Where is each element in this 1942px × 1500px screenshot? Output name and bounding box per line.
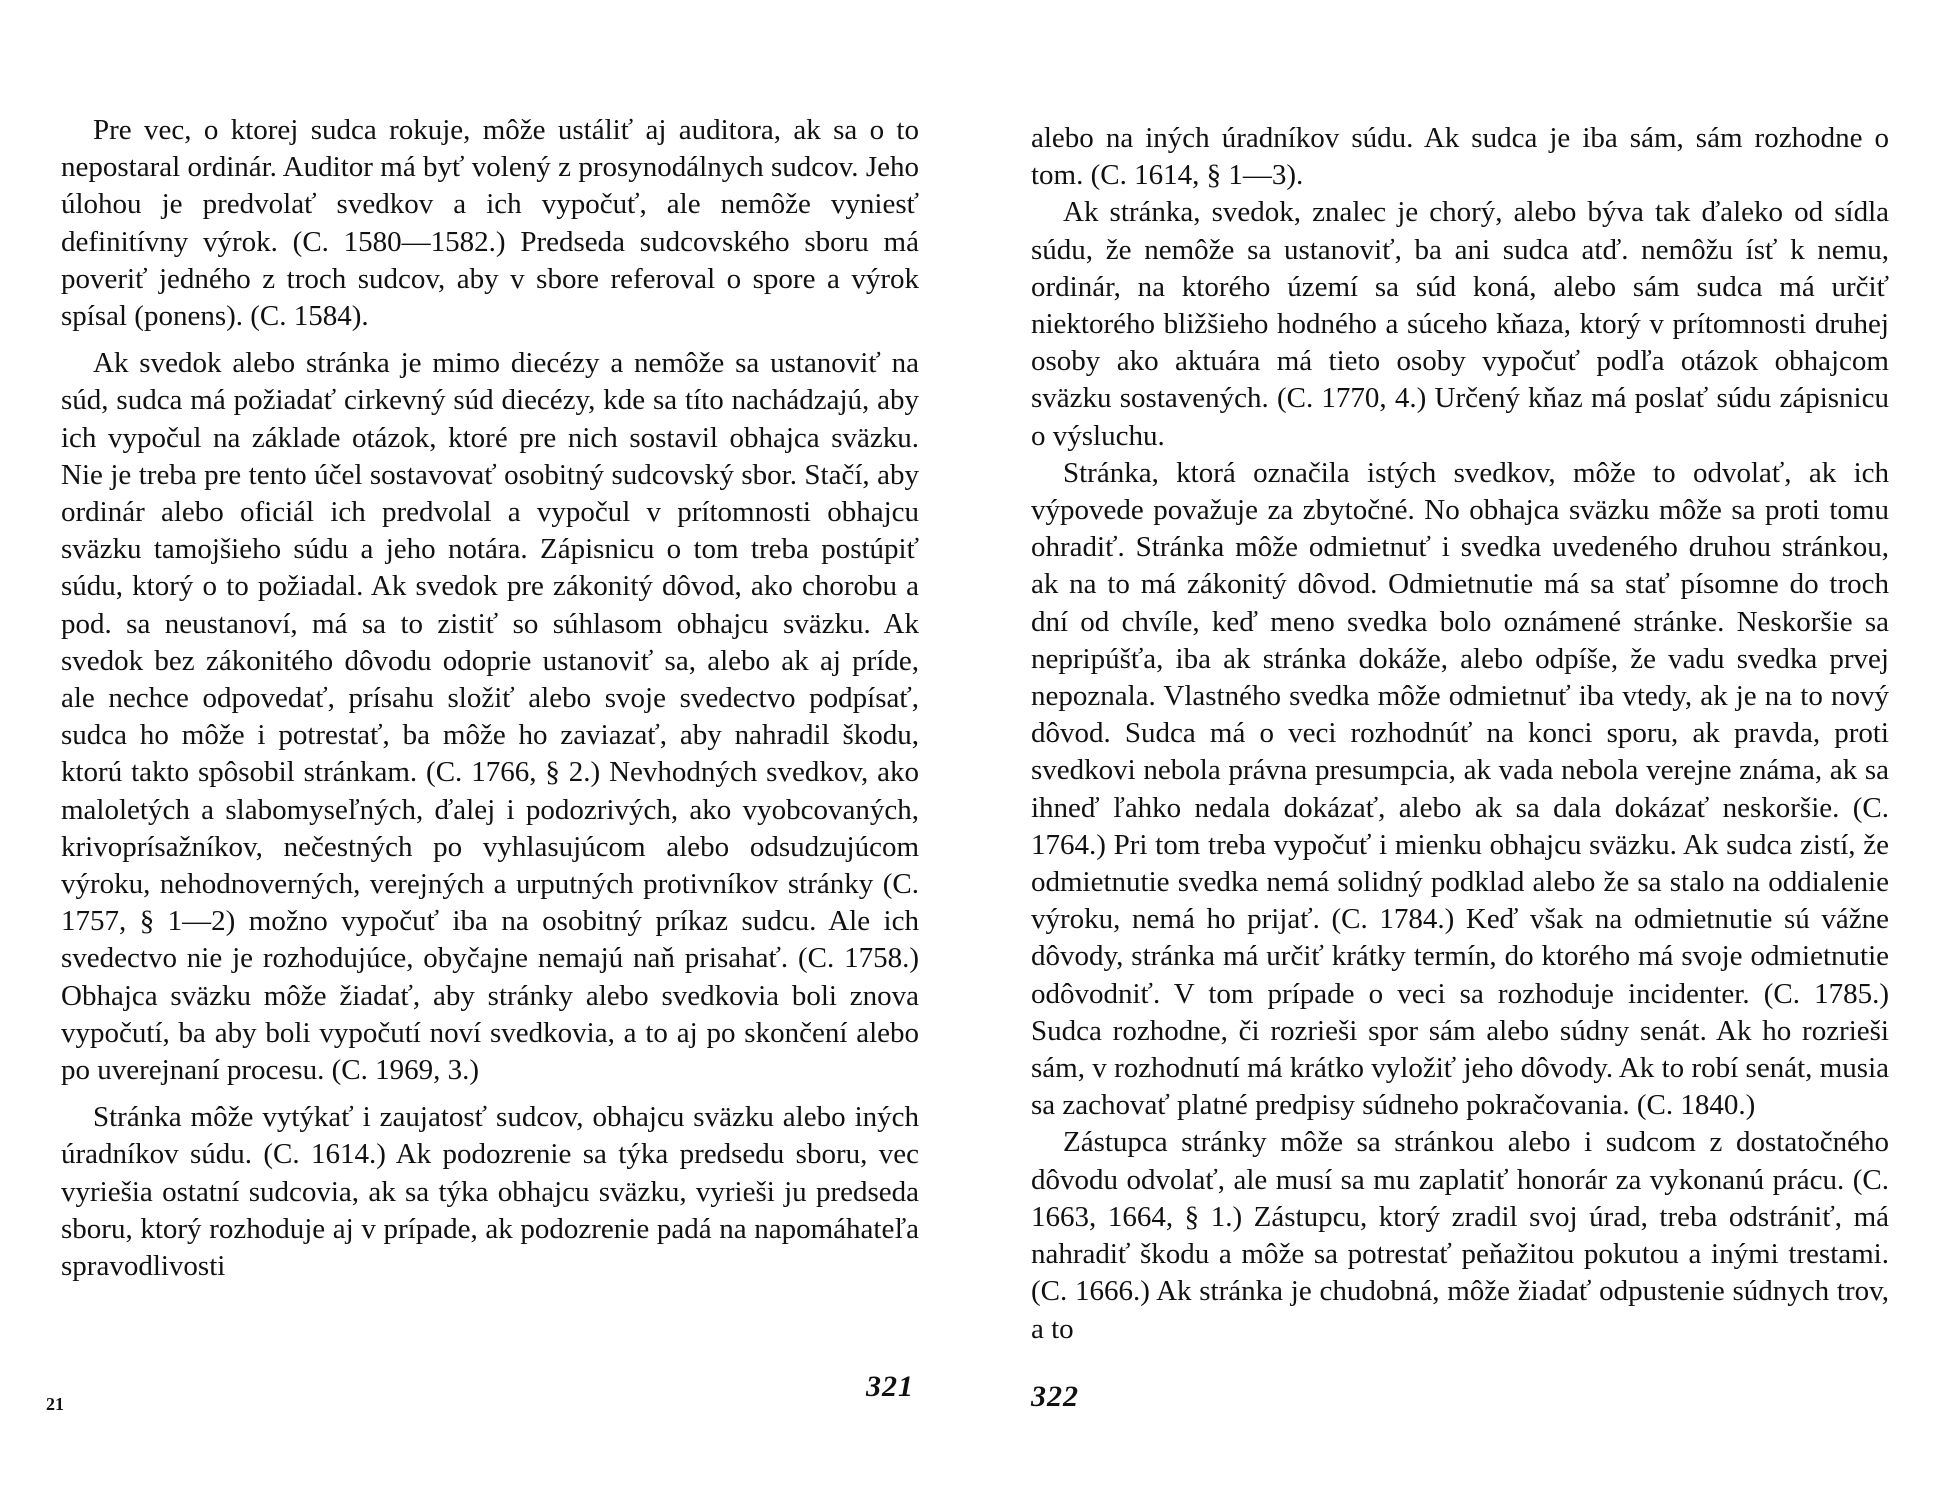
page-number: 321: [866, 1370, 914, 1403]
paragraph: Ak stránka, svedok, znalec je chorý, alebo býva tak ďaleko od sídla súdu, že nemôže sa ustanoviť, ba ani sudca atď. nemôžu ísť k nemu, ordinár, na ktorého území sa súd koná, alebo sám sudca má určiť niektorého bližšieho hodného a súceho kňaza, ktorý v prítomnosti druhej osoby ako aktuára má tieto osoby vypočuť podľa otázok obhajcom sväzku sostavených. (C. 1770, 4.) Určený kňaz má poslať súdu zápisnicu o výsluchu.: [1031, 196, 1889, 452]
page-number: 322: [1031, 1380, 1079, 1413]
right-page-text: [1031, 120, 1889, 1348]
paragraph: alebo na iných úradníkov súdu. Ak sudca je iba sám, sám rozhodne o tom. (C. 1614, § 1—3).: [1031, 122, 1889, 192]
paragraph: Stránka, ktorá označila istých svedkov, môže to odvolať, ak ich výpovede považuje za zbytočné. No obhajca sväzku môže sa proti tomu ohradiť. Stránka môže odmietnuť i svedka uvedeného druhou stránkou, ak na to má zákonitý dôvod. Odmietnutie má sa stať písomne do troch dní od chvíle, keď meno svedka bolo oznámené stránke. Neskoršie sa nepripúšťa, iba ak stránka dokáže, alebo odpíše, že vadu svedka prvej nepoznala. Vlastného svedka môže odmietnuť iba vtedy, ak je na to nový dôvod. Sudca má o veci rozhodnúť na konci sporu, ak pravda, proti svedkovi nebola právna presumpcia, ak vada nebola verejne známa, ak sa ihneď ľahko nedala dokázať, alebo ak sa dala dokázať neskoršie. (C. 1764.) Pri tom treba vypočuť i mienku obhajcu sväzku. Ak sudca zistí, že odmietnutie svedka nemá solidný podklad alebo že sa stalo na oddialenie výroku, nemá ho prijať. (C. 1784.) Keď však na odmietnutie sú vážne dôvody, stránka má určiť krátky termín, do ktorého má svoje odmietnutie odôvodniť. V tom prípade o veci sa rozhoduje incidenter. (C. 1785.) Sudca rozhodne, či rozrieši spor sám alebo súdny senát. Ak ho rozrieši sám, v rozhodnutí má krátko vyložiť jeho dôvody. Ak to robí senát, musia sa zachovať platné predpisy súdneho pokračovania. (C. 1840.): [1031, 456, 1889, 1122]
left-page-text: [61, 112, 919, 1285]
paragraph: Pre vec, o ktorej sudca rokuje, môže ustáliť aj auditora, ak sa o to nepostaral ordinár. Auditor má byť volený z prosynodálnych sudcov. Jeho úlohou je predvolať svedkov a ich vypočuť, ale nemôže vyniesť definitívny výrok. (C. 1580—1582.) Predseda sudcovského sboru má poveriť jedného z troch sudcov, aby v sbore referoval o spore a výrok spísal (ponens). (C. 1584).: [61, 114, 919, 333]
paragraph: Ak svedok alebo stránka je mimo diecézy a nemôže sa ustanoviť na súd, sudca má požiadať cirkevný súd diecézy, kde sa títo nachádzajú, aby ich vypočul na základe otázok, ktoré pre nich sostavil obhajca sväzku. Nie je treba pre tento účel sostavovať osobitný sudcovský sbor. Stačí, aby ordinár alebo oficiál ich predvolal a vypočul v prítomnosti obhajcu sväzku tamojšieho súdu a jeho notára. Zápisnicu o tom treba postúpiť súdu, ktorý o to požiadal. Ak svedok pre zákonitý dôvod, ako chorobu a pod. sa neustanoví, má sa to zistiť so súhlasom obhajcu sväzku. Ak svedok bez zákonitého dôvodu odoprie ustanoviť sa, alebo ak aj príde, ale nechce odpovedať, prísahu složiť alebo svoje svedectvo podpísať, sudca ho môže i potrestať, ba môže ho zaviazať, aby nahradil škodu, ktorú takto spôsobil stránkam. (C. 1766, § 2.) Nevhodných svedkov, ako maloletých a slabomyseľných, ďalej i podozrivých, ako vyobcovaných, krivoprísažníkov, nečestných po vyhlasujúcom alebo odsudzujúcom výroku, nehodnoverných, verejných a urputných protivníkov stránky (C. 1757, § 1—2) možno vypočuť iba na osobitný príkaz sudcu. Ale ich svedectvo nie je rozhodujúce, obyčajne nemajú naň prisahať. (C. 1758.) Obhajca sväzku môže žiadať, aby stránky alebo svedkovia boli znova vypočutí, ba aby boli vypočutí noví svedkovia, a to aj po skončení alebo po uverejnaní procesu. (C. 1969, 3.): [61, 347, 919, 1087]
paragraph: Zástupca stránky môže sa stránkou alebo i sudcom z dostatočného dôvodu odvolať, ale musí sa mu zaplatiť honorár za vykonanú prácu. (C. 1663, 1664, § 1.) Zástupcu, ktorý zradil svoj úrad, treba odstrániť, má nahradiť škodu a môže sa potrestať peňažitou pokutou a inými trestami. (C. 1666.) Ak stránka je chudobná, môže žiadať odpustenie súdnych trov, a to: [1031, 1126, 1889, 1345]
right-page: [971, 0, 1942, 1500]
signature-mark: 21: [46, 1394, 64, 1414]
paragraph: Stránka môže vytýkať i zaujatosť sudcov, obhajcu sväzku alebo iných úradníkov súdu. (C. 1614.) Ak podozrenie sa týka predsedu sboru, vec vyriešia ostatní sudcovia, ak sa týka obhajcu sväzku, vyrieši ju predseda sboru, ktorý rozhoduje aj v prípade, ak podozrenie padá na napomáhateľa spravodlivosti: [61, 1101, 919, 1283]
